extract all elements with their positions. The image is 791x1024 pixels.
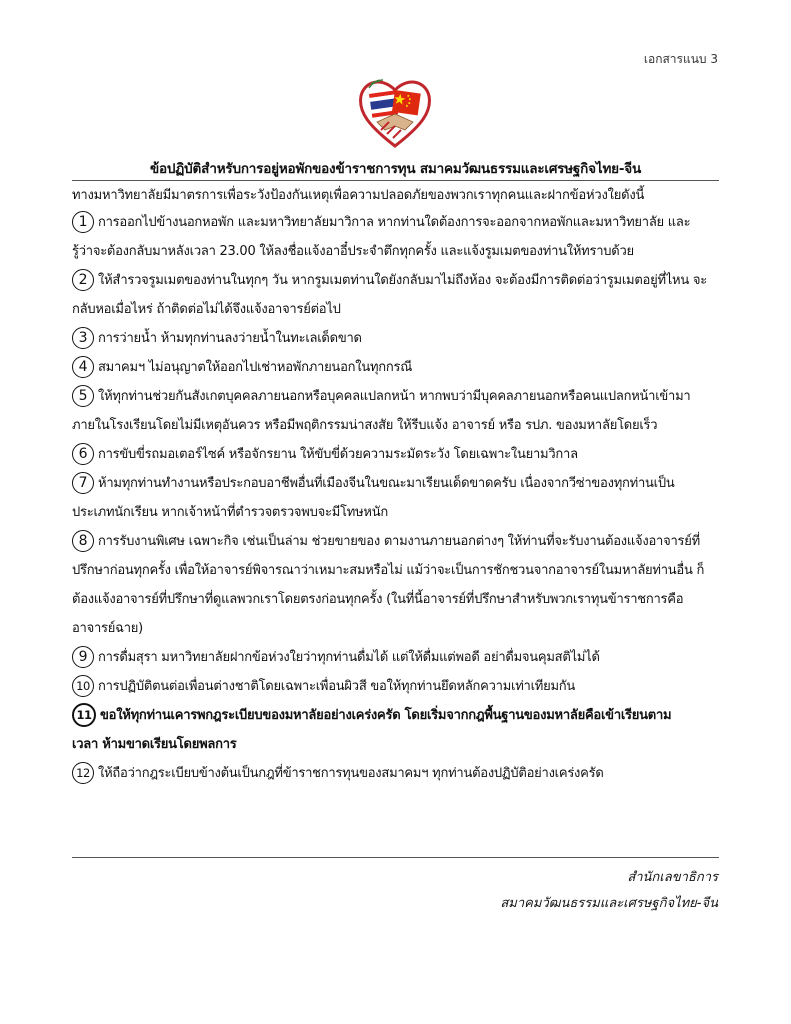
- rule-text: ให้สำรวจรูมเมตของท่านในทุกๆ วัน หากรูมเมตท่านใดยังกลับมาไม่ถึงห้อง จะต้องมีการติดต่อว่ารูมเมตอยู่ที่ไหน จะ: [98, 273, 707, 288]
- rule-text: รู้ว่าจะต้องกลับมาหลังเวลา 23.00 ให้ลงชื่อแจ้งอาอี๋ประจำตึกทุกครั้ง และแจ้งรูมเมตของท่านให้ทราบด้วย: [72, 244, 634, 259]
- rule-line: [72, 614, 722, 643]
- rule-text: ปรึกษาก่อนทุกครั้ง เพื่อให้อาจารย์พิจารณาว่าเหมาะสมหรือไม่ แม้ว่าจะเป็นการชักชวนจากอาจารย์ในมหาลัยท่านอื่น ก็: [72, 563, 705, 578]
- rule-item: [72, 440, 722, 469]
- rule-number-badge: 4: [72, 356, 94, 378]
- rule-text: อาจารย์ฉาย): [72, 621, 143, 636]
- signature-office: สำนักเลขาธิการ: [627, 870, 718, 885]
- rule-line: [72, 527, 722, 556]
- title-divider: [72, 180, 719, 181]
- rule-text: ให้ถือว่ากฎระเบียบข้างต้นเป็นกฎที่ข้าราชการทุนของสมาคมฯ ทุกท่านต้องปฏิบัติอย่างเคร่งครัด: [98, 766, 604, 781]
- rule-item: [72, 701, 722, 759]
- rule-line: [72, 730, 722, 759]
- rule-number-badge: 1: [72, 211, 94, 233]
- rule-line: [72, 208, 722, 237]
- rule-text: กลับหอเมื่อไหร่ ถ้าติดต่อไม่ได้จึงแจ้งอาจารย์ต่อไป: [72, 302, 341, 317]
- rule-text: ห้ามทุกท่านทำงานหรือประกอบอาชีพอื่นที่เมืองจีนในขณะมาเรียนเด็ดขาดครับ เนื่องจากวีซ่าของทุกท่านเป็น: [98, 476, 675, 491]
- rule-line: [72, 469, 722, 498]
- rule-item: [72, 527, 722, 643]
- rule-item: [72, 759, 722, 788]
- rule-text: การออกไปข้างนอกหอพัก และมหาวิทยาลัยมาวิกาล หากท่านใดต้องการจะออกจากหอพักและมหาวิทยาลัย และ: [98, 215, 691, 230]
- association-logo: [355, 72, 435, 152]
- rule-line: [72, 411, 722, 440]
- rule-number-badge: 3: [72, 327, 94, 349]
- rule-line: [72, 759, 722, 788]
- rule-text: สมาคมฯ ไม่อนุญาตให้ออกไปเช่าหอพักภายนอกในทุกกรณี: [98, 360, 413, 375]
- rule-line: [72, 266, 722, 295]
- rule-item: [72, 353, 722, 382]
- rule-item: [72, 208, 722, 266]
- document-title: ข้อปฏิบัติสำหรับการอยู่หอพักของข้าราชการทุน สมาคมวัฒนธรรมและเศรษฐกิจไทย-จีน: [149, 161, 642, 177]
- rule-line: [72, 498, 722, 527]
- rule-line: [72, 701, 722, 730]
- rule-item: [72, 382, 722, 440]
- rule-line: [72, 295, 722, 324]
- rule-line: [72, 643, 722, 672]
- rule-number-badge: 6: [72, 443, 94, 465]
- attachment-label: เอกสารแนบ 3: [643, 52, 718, 66]
- rule-line: [72, 324, 722, 353]
- rule-text: การขับขี่รถมอเตอร์ไซค์ หรือจักรยาน ให้ขับขี่ด้วยความระมัดระวัง โดยเฉพาะในยามวิกาล: [98, 447, 578, 462]
- rule-line: [72, 440, 722, 469]
- rule-item: [72, 643, 722, 672]
- rule-text: การปฏิบัติตนต่อเพื่อนต่างชาติโดยเฉพาะเพื่อนผิวสี ขอให้ทุกท่านยึดหลักความเท่าเทียมกัน: [98, 679, 576, 694]
- rule-number-badge: 5: [72, 385, 94, 407]
- rule-item: [72, 266, 722, 324]
- rule-text: ต้องแจ้งอาจารย์ที่ปรึกษาที่ดูแลพวกเราโดยตรงก่อนทุกครั้ง (ในที่นี้อาจารย์ที่ปรึกษาสำหรับพวกเราทุนข้าราชการคือ: [72, 592, 684, 607]
- rule-text: ภายในโรงเรียนโดยไม่มีเหตุอันควร หรือมีพฤติกรรมน่าสงสัย ให้รีบแจ้ง อาจารย์ หรือ รปภ. ของมหาลัยโดยเร็ว: [72, 418, 658, 433]
- rules-list: [72, 208, 722, 788]
- rule-number-badge: 2: [72, 269, 94, 291]
- rule-text: การดื่มสุรา มหาวิทยาลัยฝากข้อห่วงใยว่าทุกท่านดื่มได้ แต่ให้ดื่มแต่พอดี อย่าดื่มจนคุมสติไม่ได้: [98, 650, 600, 665]
- rule-number-badge: 7: [72, 472, 94, 494]
- intro-paragraph: ทางมหาวิทยาลัยมีมาตรการเพื่อระวังป้องกันเหตุเพื่อความปลอดภัยของพวกเราทุกคนและฝากข้อห่วงใยดังนี้: [72, 188, 645, 203]
- rule-text: การรับงานพิเศษ เฉพาะกิจ เช่นเป็นล่าม ช่วยขายของ ตามงานภายนอกต่างๆ ให้ท่านที่จะรับงานต้องแจ้งอาจารย์ที่: [98, 534, 700, 549]
- signature-organization: สมาคมวัฒนธรรมและเศรษฐกิจไทย-จีน: [500, 896, 718, 911]
- rule-number-badge: 8: [72, 530, 94, 552]
- rule-line: [72, 672, 722, 701]
- rule-item: [72, 469, 722, 527]
- rule-line: [72, 237, 722, 266]
- rule-number-badge: 11: [72, 703, 96, 727]
- rule-text: ขอให้ทุกท่านเคารพกฎระเบียบของมหาลัยอย่างเคร่งครัด โดยเริ่มจากกฎพื้นฐานของมหาลัยคือเข้าเรียนตาม: [100, 708, 672, 723]
- rule-number-badge: 10: [72, 675, 94, 697]
- rule-item: [72, 324, 722, 353]
- rule-line: [72, 585, 722, 614]
- footer-divider: [72, 857, 719, 858]
- rule-line: [72, 556, 722, 585]
- rule-text: ให้ทุกท่านช่วยกันสังเกตบุคคลภายนอกหรือบุคคลแปลกหน้า หากพบว่ามีบุคคลภายนอกหรือคนแปลกหน้าเข้ามา: [98, 389, 691, 404]
- rule-number-badge: 9: [72, 646, 94, 668]
- rule-text: การว่ายน้ำ ห้ามทุกท่านลงว่ายน้ำในทะเลเด็ดขาด: [98, 331, 362, 346]
- rule-item: [72, 672, 722, 701]
- rule-line: [72, 382, 722, 411]
- rule-line: [72, 353, 722, 382]
- rule-text: ประเภทนักเรียน หากเจ้าหน้าที่ตำรวจตรวจพบจะมีโทษหนัก: [72, 505, 388, 520]
- rule-text: เวลา ห้ามขาดเรียนโดยพลการ: [72, 737, 237, 752]
- rule-number-badge: 12: [72, 762, 94, 784]
